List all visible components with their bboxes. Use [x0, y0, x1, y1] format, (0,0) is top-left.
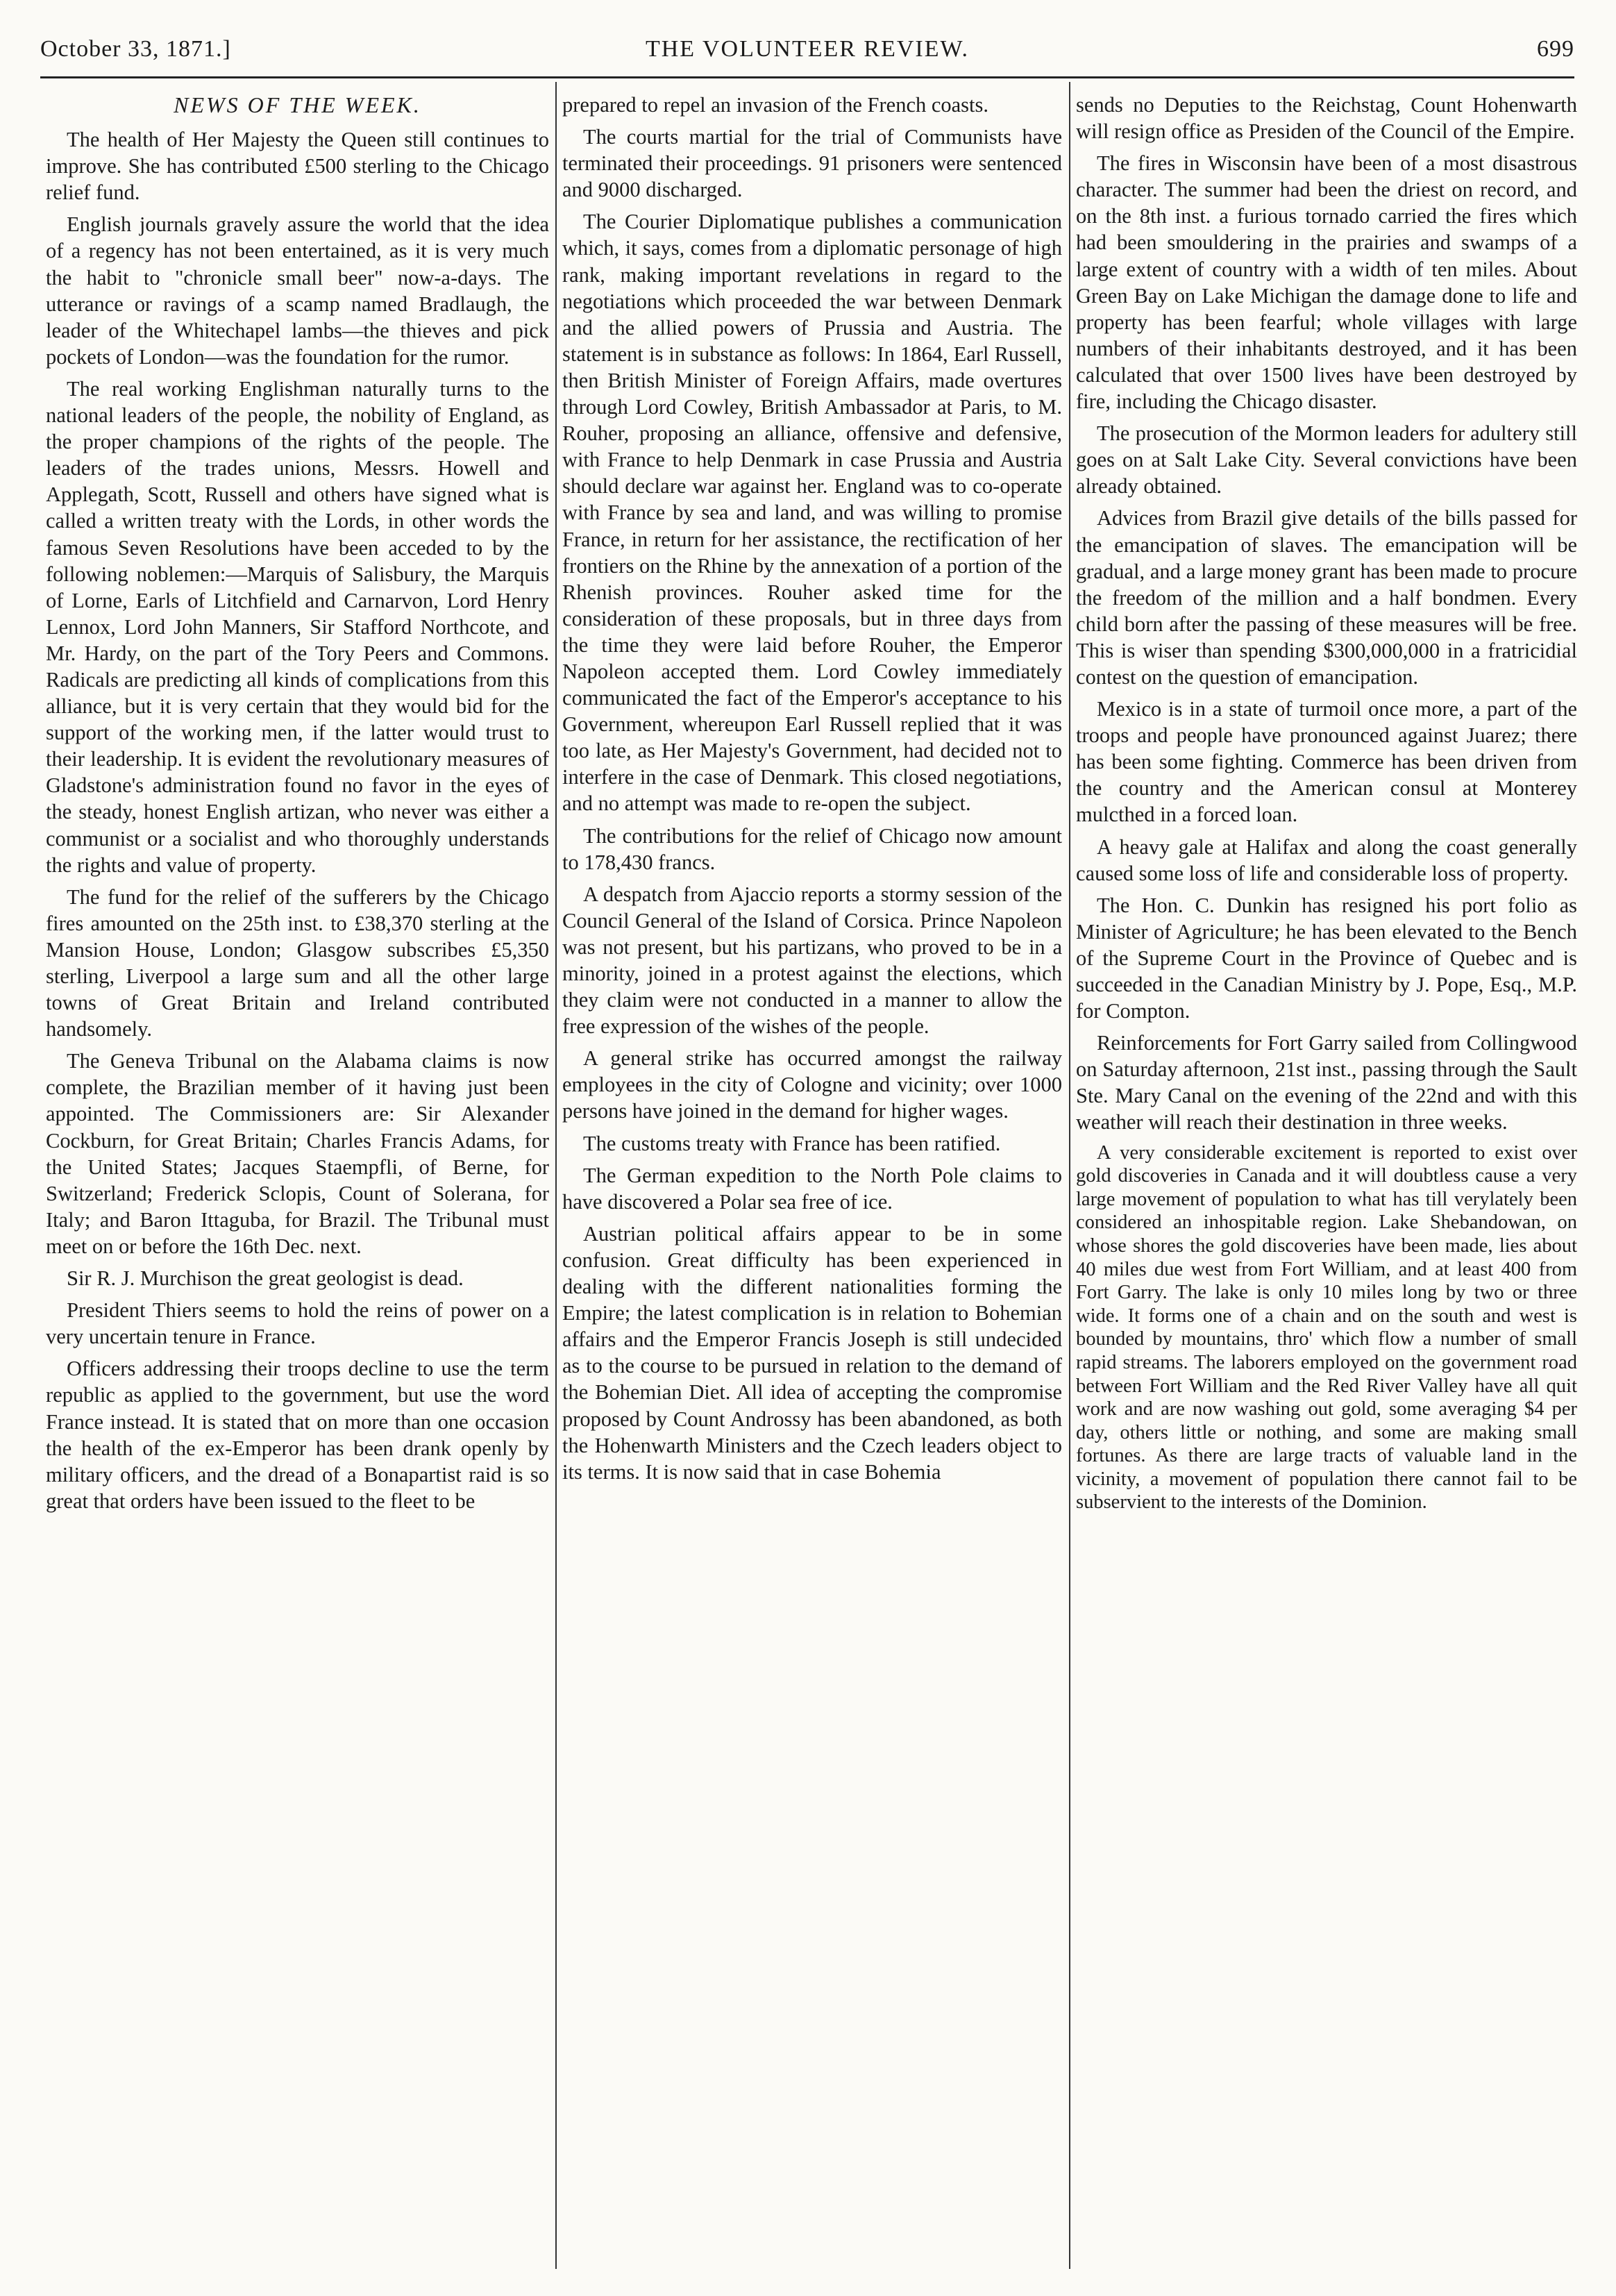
- article-paragraph: A despatch from Ajaccio reports a stormy session of the Council General of the Island of Corsica. Prince Napoleon was not present, but his partizans, who proved to be in a minority, joined in a protest against the elections, which they claim were not conducted in a manner to allow the free expression of the wishes of the people.: [562, 882, 1062, 1039]
- article-paragraph: Mexico is in a state of turmoil once more, a part of the troops and people have pronounced against Juarez; there has been some fighting. Commerce has been driven from the country and the American consul at Monterey mulcthed in a forced loan.: [1076, 697, 1577, 827]
- header-rule: [40, 76, 1574, 78]
- article-paragraph: The Geneva Tribunal on the Alabama claims is now complete, the Brazilian member of it having just been appointed. The Commissioners are: Sir Alexander Cockburn, for Great Britain; Charles Francis Adams, for the United States; Jacques Staempfli, of Berne, for Switzerland; Frederick Sclopis, Count of Solerana, for Italy; and Baron Ittaguba, for Brazil. The Tribunal must meet on or before the 16th Dec. next.: [46, 1049, 549, 1258]
- article-paragraph: Reinforcements for Fort Garry sailed from Collingwood on Saturday afternoon, 21st inst., passing through the Sault Ste. Mary Canal on the evening of the 22nd and with this weather will reach their destination in three weeks.: [1076, 1031, 1577, 1134]
- page-header: [40, 36, 1574, 78]
- article-paragraph: prepared to repel an invasion of the French coasts.: [562, 93, 989, 117]
- article-paragraph: Austrian political affairs appear to be in some confusion. Great difficulty has been experienced in dealing with the different nationalities forming the Empire; the latest complication is in relation to Bohemian affairs and the Emperor Francis Joseph is still undecided as to the course to be pursued in relation to the demand of the Bohemian Diet. All idea of accepting the compromise proposed by Count Androssy has been abandoned, as both the Hohenwarth Ministers and the Czech leaders object to its terms. It is now said that in case Bohemia: [562, 1221, 1062, 1484]
- article-paragraph: The real working Englishman naturally turns to the national leaders of the people, the nobility of England, as the proper champions of the rights of the people. The leaders of the trades unions, Messrs. Howell and Applegath, Scott, Russell and others have signed what is called a written treaty with the Lords, in other words the famous Seven Resolutions have been acceded to by the following noblemen:—Marquis of Salisbury, the Marquis of Lorne, Earls of Litchfield and Carnarvon, Lord Henry Lennox, Lord John Manners, Sir Stafford Northcote, and Mr. Hardy, on the part of the Tory Peers and Commons. Radicals are predicting all kinds of complications from this alliance, but it is very certain that they would bid for the support of the working men, if the latter would trust to their leadership. It is evident the revolutionary measures of Gladstone's administration found no favor in the eyes of the steady, honest English artizan, who never was either a communist or a socialist and who thoroughly understands the rights and value of property.: [46, 376, 549, 877]
- article-paragraph: A heavy gale at Halifax and along the coast generally caused some loss of life and considerable loss of property.: [1076, 835, 1577, 885]
- article-paragraph: Advices from Brazil give details of the bills passed for the emancipation of slaves. The emancipation will be gradual, and a large money grant has been made to procure the freedom of the million and a half bondmen. Every child born after the passing of these measures will be free. This is wiser than spending $300,000,000 in a fratricidial contest on the question of emancipation.: [1076, 506, 1577, 689]
- article-paragraph: The fires in Wisconsin have been of a most disastrous character. The summer had been the driest on record, and on the 8th inst. a furious tornado carried the fires which had been smouldering in the prairies and swamps of a large extent of country with a width of ten miles. About Green Bay on Lake Michigan the damage done to life and property has been fearful; whole villages with large numbers of their inhabitants destroyed, and it has been calculated that over 1500 lives have been destroyed by fire, including the Chicago disaster.: [1076, 151, 1577, 414]
- article-paragraph: The health of Her Majesty the Queen still continues to improve. She has contributed £500 sterling to the Chicago relief fund.: [46, 128, 549, 205]
- column-1: [46, 92, 549, 2251]
- article-paragraph: sends no Deputies to the Reichstag, Count Hohenwarth will resign office as Presiden of the Council of the Empire.: [1076, 93, 1577, 144]
- article-paragraph: Sir R. J. Murchison the great geologist is dead.: [67, 1266, 464, 1291]
- article-paragraph: Officers addressing their troops decline to use the term republic as applied to the government, but use the word France instead. It is stated that on more than one occasion the health of the ex-Emperor has been drank openly by military officers, and the dread of a Bonapartist raid is so great that orders have been issued to the fleet to be: [46, 1357, 549, 1513]
- section-title: NEWS OF THE WEEK.: [174, 92, 421, 117]
- article-paragraph: President Thiers seems to hold the reins of power on a very uncertain tenure in France.: [46, 1298, 549, 1349]
- article-paragraph: A general strike has occurred amongst the railway employees in the city of Cologne and vicinity; over 1000 persons have joined in the demand for higher wages.: [562, 1046, 1062, 1123]
- article-paragraph: The contributions for the relief of Chicago now amount to 178,430 francs.: [562, 823, 1062, 874]
- article-paragraph: The prosecution of the Mormon leaders for adultery still goes on at Salt Lake City. Several convictions have been already obtained.: [1076, 421, 1577, 498]
- column-divider: [1069, 82, 1070, 2269]
- article-paragraph: The customs treaty with France has been ratified.: [583, 1131, 1001, 1155]
- article-paragraph: The courts martial for the trial of Communists have terminated their proceedings. 91 prisoners were sentenced and 9000 discharged.: [562, 125, 1062, 202]
- publication-title: THE VOLUNTEER REVIEW.: [645, 36, 969, 62]
- article-paragraph: A very considerable excitement is reported to exist over gold discoveries in Canada and it will doubtless cause a very large movement of population to what has till verylately been considered an inhospitable region. Lake Shebandowan, on whose shores the gold discoveries have been made, lies about 40 miles due west from Fort William, and at least 400 from Fort Garry. The lake is only 10 miles long by two or three wide. It forms one of a chain and on the south and west is bounded by mountains, thro' which flow a number of small rapid streams. The laborers employed on the government road between Fort William and the Red River Valley have all quit work and are now washing out gold, some averaging $4 per day, others little or nothing, and some are making small fortunes. As there are large tracts of valuable land in the vicinity, a movement of population there cannot fail to be subservient to the interests of the Dominion.: [1076, 1141, 1577, 1514]
- article-paragraph: The fund for the relief of the sufferers by the Chicago fires amounted on the 25th inst. to £38,370 sterling at the Mansion House, London; Glasgow subscribes £5,350 sterling, Liverpool a large sum and all the other large towns of Great Britain and Ireland contributed handsomely.: [46, 885, 549, 1041]
- column-2: [562, 92, 1062, 2251]
- article-paragraph: The Hon. C. Dunkin has resigned his port folio as Minister of Agriculture; he has been elevated to the Bench of the Supreme Court in the Province of Quebec and is succeeded in the Canadian Ministry by J. Pope, Esq., M.P. for Compton.: [1076, 893, 1577, 1023]
- column-divider: [555, 82, 557, 2269]
- article-paragraph: English journals gravely assure the world that the idea of a regency has not been entertained, as it is very much the habit to "chronicle small beer" now-a-days. The utterance or ravings of a scamp named Bradlaugh, the leader of the Whitechapel lambs—the thieves and pick pockets of London—was the foundation for the rumor.: [46, 212, 549, 369]
- article-paragraph: The Courier Diplomatique publishes a communication which, it says, comes from a diplomatic personage of high rank, making important revelations in regard to the negotiations which proceeded the war between Denmark and the allied powers of Prussia and Austria. The statement is in substance as follows: In 1864, Earl Russell, then British Minister of Foreign Affairs, made overtures through Lord Cowley, British Ambassador at Paris, to M. Rouher, proposing an alliance, offensive and defensive, with France to help Denmark in case Prussia and Austria should declare war against her. England was to co-operate with France by sea and land, and was willing to promise France, in return for her assistance, the rectification of her frontiers on the Rhine by the annexation of a portion of the Rhenish provinces. Rouher asked time for the consideration of these proposals, but in three days from the time they were laid before Rouher, the Emperor Napoleon accepted them. Lord Cowley immediately communicated the fact of the Emperor's acceptance to his Government, whereupon Earl Russell replied that it was too late, as Her Majesty's Government, had decided not to interfere in the case of Denmark. This closed negotiations, and no attempt was made to re-open the subject.: [562, 210, 1062, 816]
- article-paragraph: The German expedition to the North Pole claims to have discovered a Polar sea free of ice.: [562, 1163, 1062, 1214]
- issue-date: October 33, 1871.]: [40, 36, 231, 62]
- column-3: [1076, 92, 1577, 2251]
- page-number: 699: [1537, 36, 1574, 62]
